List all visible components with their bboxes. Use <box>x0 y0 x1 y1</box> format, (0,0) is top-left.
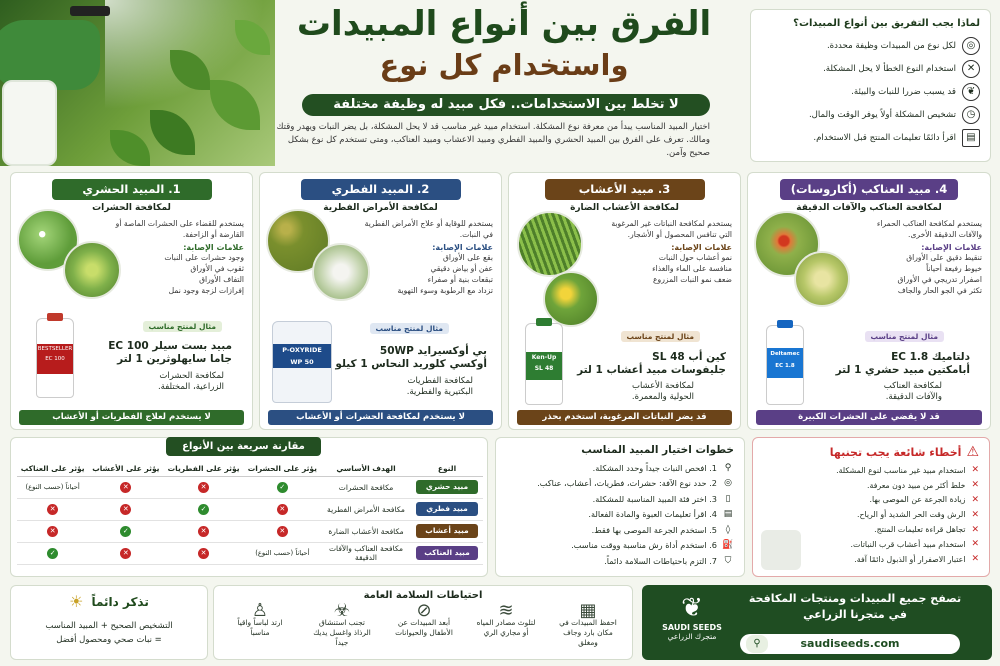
cross-icon: ✕ <box>47 526 58 537</box>
safety-precautions-card <box>213 585 633 660</box>
why-item: ▤ اقرأ دائمًا تعليمات المنتج قبل الاستخدام. <box>761 126 980 149</box>
book-icon: ▤ <box>723 509 733 520</box>
brand-logo: ❦ SAUDI SEEDS متجرك الزراعي <box>652 593 732 641</box>
intro-paragraph: اختيار المبيد المناسب يبدأ من معرفة نوع المشكلة. استخدام مبيد غير مناسب قد لا يحل المشكلة، بل يضر النبات ويهدر وقتك ومالك. تعرف على الفرق بين المبيد الحشري والمبيد الفطري ومبيد الاعشاب ومبيد العناكب، ومتى تستخدم كل نوع بشكل صحيح وآمن. <box>276 122 710 158</box>
check-icon: ✓ <box>198 504 209 515</box>
safety-title: احتياطات السلامة العامة <box>363 590 483 601</box>
comparison-table-card <box>10 437 488 577</box>
clock-icon: ◷ <box>962 106 980 124</box>
cross-icon: ✕ <box>971 509 979 520</box>
cross-icon: ✕ <box>971 524 979 535</box>
search-icon: ⚲ <box>724 462 732 473</box>
signs-title: علامات الإصابة: <box>921 243 982 252</box>
sign-item: اصفرار تدريجي في الأوراق <box>897 275 982 284</box>
cross-icon: ✕ <box>971 465 979 476</box>
card-bullet: يستخدم لمكافحة العناكب الحمراء والآفات الدقيقة الأخرى. <box>876 219 982 239</box>
mistake-item: ✕ الرش وقت الحر الشديد أو الرياح. <box>856 509 979 520</box>
step-item: ⛉ 7. التزم باحتياطات السلامة دائماً. <box>506 553 734 569</box>
remember-title: تذكر دائماً <box>91 594 149 609</box>
mistake-item: ✕ خلط أكثر من مبيد دون معرفة. <box>867 480 979 491</box>
fungicide-card <box>259 172 502 430</box>
safety-item: ≋ لتلوث مصادر المياه أو مجاري الري <box>476 600 536 637</box>
x-circle-icon: ✕ <box>962 60 980 78</box>
table-row: مبيد العناكب مكافحة العناكب والآفات الدقيقة أحياناً (حسب النوع) ✕ ✕ ✓ <box>17 542 483 564</box>
card-title: 3. مبيد الأعشاب <box>545 179 705 200</box>
steps-title: خطوات اختيار المبيد المناسب <box>581 444 734 456</box>
product-name: دلتاميك 1.8 EC أبامكتين مبيد حشري 1 لتر <box>835 351 970 376</box>
cross-icon: ✕ <box>47 504 58 515</box>
no-mist-icon: ☣ <box>333 600 351 621</box>
sign-item: تكثر في الجو الحار والجاف <box>897 286 982 295</box>
card-bullet: يستخدم لمكافحة النباتات غير المرغوبة التي تنافس المحصول أو الأشجار. <box>611 219 732 239</box>
sign-item: إفرازات لزجة وجود نمل <box>168 286 244 295</box>
powdery-mildew-image <box>312 243 370 301</box>
card-subtitle: لمكافحة الأعشاب الضارة <box>570 203 679 213</box>
cross-icon: ✕ <box>120 482 131 493</box>
card-bullet: يستخدم للوقاية أو علاج الأمراض الفطرية في النبات. <box>364 219 493 239</box>
product-name: كين أب 48 SL جليفوسات مبيد أعشاب 1 لتر <box>577 351 726 376</box>
cross-icon: ✕ <box>198 526 209 537</box>
remember-card <box>10 585 208 660</box>
product-name: مبيد بست سيلر 100 EC جاما سايهلوثرين 1 لتر <box>108 340 232 365</box>
store-banner <box>642 585 992 660</box>
mistake-item: ✕ تجاهل قراءة تعليمات المنتج. <box>874 524 979 535</box>
weeds-image <box>517 211 583 277</box>
step-item: ◎ 2. حدد نوع الآفة: حشرات، فطريات، أعشاب، عناكب. <box>506 476 734 492</box>
bestseller-bottle-image: BESTSELLER 100 EC <box>36 318 74 398</box>
caterpillar-image <box>63 241 121 299</box>
cross-icon: ✕ <box>277 504 288 515</box>
drop-icon: ◊ <box>725 524 731 535</box>
table-row: مبيد فطري مكافحة الأمراض الفطرية ✕ ✓ ✕ ✕ <box>17 498 483 520</box>
step-item: ◊ 5. استخدم الجرعة الموصى بها فقط. <box>506 522 734 538</box>
product-use: لمكافحة الحشرات الزراعية، المختلفة. <box>157 371 224 392</box>
sign-item: تبقعات بنية أو صفراء <box>427 275 493 284</box>
mistake-item: ✕ استخدام مبيد أعشاب قرب النباتات. <box>850 539 979 550</box>
lightbulb-icon: ☀ <box>69 592 84 611</box>
book-icon: ▤ <box>962 129 980 147</box>
herbicide-card <box>508 172 741 430</box>
kenup-bottle-image: Ken-Up 48 SL <box>525 323 563 405</box>
sprayer-icon: ⛽ <box>722 540 734 551</box>
remember-line2: = نبات صحي ومحصول أفضل <box>56 635 162 645</box>
check-icon: ✓ <box>47 548 58 559</box>
safety-item: ⊘ أبعد المبيدات عن الأطفال والحيوانات <box>395 600 453 637</box>
card-title: 1. المبيد الحشري <box>52 179 212 200</box>
table-row: مبيد حشري مكافحة الحشرات ✓ ✕ ✕ أحياناً (حسب النوع) <box>17 476 483 498</box>
step-item: ⛽ 6. استخدم أداة رش مناسبة ووقت مناسب. <box>571 540 734 551</box>
card-footer: لا يستخدم لعلاج الفطريات أو الأعشاب <box>19 410 244 425</box>
storage-icon: ▦ <box>579 600 597 621</box>
card-subtitle: لمكافحة الحشرات <box>92 203 171 213</box>
product-use: لمكافحة الفطريات البكتيرية والفطرية. <box>406 376 473 397</box>
card-footer: قد لا يقضي على الحشرات الكبيرة <box>756 410 982 425</box>
comparison-table: النوع الهدف الأساسي يؤثر على الحشرات يؤثر على الفطريات يؤثر على الأعشاب يؤثر على العناكب مبيد حشري مكافحة الحشرات ✓ ✕ ✕ أحياناً (حسب النوع) مبيد فطري مكافحة الأمراض الفطرية ✕ ✓ ✕ ✕ مبيد أعشاب مكافحة الأعشاب الضارة ✕ ✕ ✓ ✕ مبيد العناكب مكافحة العناكب والآفات الدقيقة أحياناً (حسب النوع) ✕ ✕ ✓ <box>17 461 483 565</box>
sign-item: ثقوب في الأوراق <box>190 264 244 273</box>
tagline-banner: لا تخلط بين الاستخدامات.. فكل مبيد له وظيفة مختلفة <box>302 94 710 116</box>
hero-sprayer-image <box>0 0 275 166</box>
example-tag: مثال لمنتج مناسب <box>865 331 944 342</box>
deltamec-bottle-image: Deltamec 1.8 EC <box>766 325 804 405</box>
target-icon: ◎ <box>724 478 732 489</box>
safety-item: ♙ ارتد لباساً واقياً مناسباً <box>230 606 290 638</box>
why-item: ❦ قد يسبب ضررا للنبات والبيئة. <box>761 80 980 103</box>
step-item: ▤ 4. اقرأ تعليمات العبوة والمادة الفعالة. <box>588 509 733 520</box>
check-icon: ✓ <box>120 526 131 537</box>
cta-line1: تصفح جميع المبيدات ومنتجات المكافحة <box>748 592 962 605</box>
mistake-item: ✕ استخدام مبيد غير مناسب لنوع المشكلة. <box>836 465 979 476</box>
card-footer: لا يستخدم لمكافحة الحشرات أو الأعشاب <box>268 410 493 425</box>
card-bullet: يستخدم للقضاء على الحشرات الماصة أو القارضة أو الزاحفة. <box>115 219 244 239</box>
remember-line1: التشخيص الصحيح + المبيد المناسب <box>45 621 173 631</box>
card-subtitle: لمكافحة الأمراض الفطرية <box>323 203 438 213</box>
cross-icon: ✕ <box>198 482 209 493</box>
card-title: 2. المبيد الفطري <box>301 179 461 200</box>
bottle-icon: ▯ <box>725 493 731 504</box>
cross-icon: ✕ <box>971 480 979 491</box>
acaricide-card <box>747 172 991 430</box>
sign-item: منافسة على الماء والغذاء <box>652 264 732 273</box>
mistake-item: ✕ اعتبار الاصفرار أو الذبول دائمًا آفة. <box>854 554 979 565</box>
table-row: مبيد أعشاب مكافحة الأعشاب الضارة ✕ ✕ ✓ ✕ <box>17 520 483 542</box>
mite-damage-image <box>794 251 850 307</box>
poxyride-bag-image: P-OXYRIDE 50 WP <box>272 321 332 403</box>
sign-item: ضعف نمو النبات المزروع <box>653 275 732 284</box>
product-name: بي أوكسيرايد 50WP أوكسي كلوريد النحاس 1 كيلو <box>335 345 487 370</box>
product-use: لمكافحة الأعشاب الحولية والمعمرة. <box>631 381 694 402</box>
example-tag: مثال لمنتج مناسب <box>143 321 222 332</box>
sign-item: وجود حشرات على النبات <box>164 253 244 262</box>
sign-item: بقع على الأوراق <box>443 253 493 262</box>
card-subtitle: لمكافحة العناكب والآفات الدقيقة <box>796 203 942 213</box>
mistake-item: ✕ زيادة الجرعة عن الموصى بها. <box>869 494 979 505</box>
cta-line2: في متجرنا الزراعي <box>803 608 907 621</box>
why-item: ◷ تشخيص المشكلة أولاً يوفر الوقت والمال. <box>761 103 980 126</box>
sprayer-bottles-image <box>761 530 801 570</box>
store-url-link[interactable]: saudiseeds.com ⚲ <box>740 634 960 654</box>
step-item: ⚲ 1. افحص النبات جيداً وحدد المشكلة. <box>506 460 734 476</box>
sign-item: تزداد مع الرطوبة وسوء التهوية <box>397 286 493 295</box>
shield-icon: ⛉ <box>724 555 732 566</box>
sign-item: عفن أو بياض دقيقي <box>430 264 493 273</box>
safety-item: ☣ تجنب استنشاق الرذاذ واغسل يديك جيداً <box>313 600 371 647</box>
example-tag: مثال لمنتج مناسب <box>370 323 449 334</box>
sign-item: تنقيط دقيق على الأوراق <box>906 253 982 262</box>
sign-item: خيوط رفيعة أحياناً <box>926 264 982 273</box>
no-children-icon: ⊘ <box>416 600 432 621</box>
example-tag: مثال لمنتج مناسب <box>621 331 700 342</box>
sign-item: نمو أعشاب حول النبات <box>658 253 732 262</box>
step-item: ▯ 3. اختر فئة المبيد المناسبة للمشكلة. <box>506 491 734 507</box>
signs-title: علامات الإصابة: <box>183 243 244 252</box>
selection-steps-card <box>495 437 745 577</box>
check-icon: ✓ <box>277 482 288 493</box>
product-use: لمكافحة العناكب والآفات الدقيقة. <box>883 381 942 402</box>
cross-icon: ✕ <box>120 504 131 515</box>
leaf-logo-icon: ❦ <box>681 593 703 623</box>
why-item: ✕ استخدام النوع الخطأ لا يحل المشكلة. <box>761 57 980 80</box>
comparison-title: مقارنة سريعة بين الأنواع <box>166 437 321 456</box>
search-icon: ⚲ <box>746 635 768 653</box>
common-mistakes-card <box>752 437 990 577</box>
cross-icon: ✕ <box>971 554 979 565</box>
cross-icon: ✕ <box>277 526 288 537</box>
card-title: 4. مبيد العناكب (أكاروسات) <box>780 179 958 200</box>
cross-icon: ✕ <box>971 539 979 550</box>
water-icon: ≋ <box>498 600 514 621</box>
cross-icon: ✕ <box>971 494 979 505</box>
target-icon: ◎ <box>962 37 980 55</box>
page-title: الفرق بين أنواع المبيدات <box>296 4 712 44</box>
mistakes-title: أخطاء شائعة يجب تجنبها <box>829 445 962 459</box>
sign-item: التفاف الأوراق <box>199 275 244 284</box>
safety-item: ▦ احفظ المبيدات في مكان بارد وجاف ومغلق <box>559 600 617 647</box>
why-box <box>750 9 991 162</box>
insecticide-card <box>10 172 253 430</box>
page-title-line2: واستخدام كل نوع <box>379 48 629 82</box>
leaf-icon: ❦ <box>962 83 980 101</box>
card-footer: قد يضر النباتات المرغوبة، استخدم بحذر <box>517 410 732 425</box>
why-title: لماذا يجب التفريق بين أنواع المبيدات؟ <box>793 18 980 29</box>
cross-icon: ✕ <box>120 548 131 559</box>
why-item: ◎ لكل نوع من المبيدات وظيفة محددة. <box>761 34 980 57</box>
protective-gear-icon: ♙ <box>251 600 269 621</box>
signs-title: علامات الإصابة: <box>432 243 493 252</box>
signs-title: علامات الإصابة: <box>671 243 732 252</box>
warning-icon: ⚠ <box>966 444 979 460</box>
cross-icon: ✕ <box>198 548 209 559</box>
